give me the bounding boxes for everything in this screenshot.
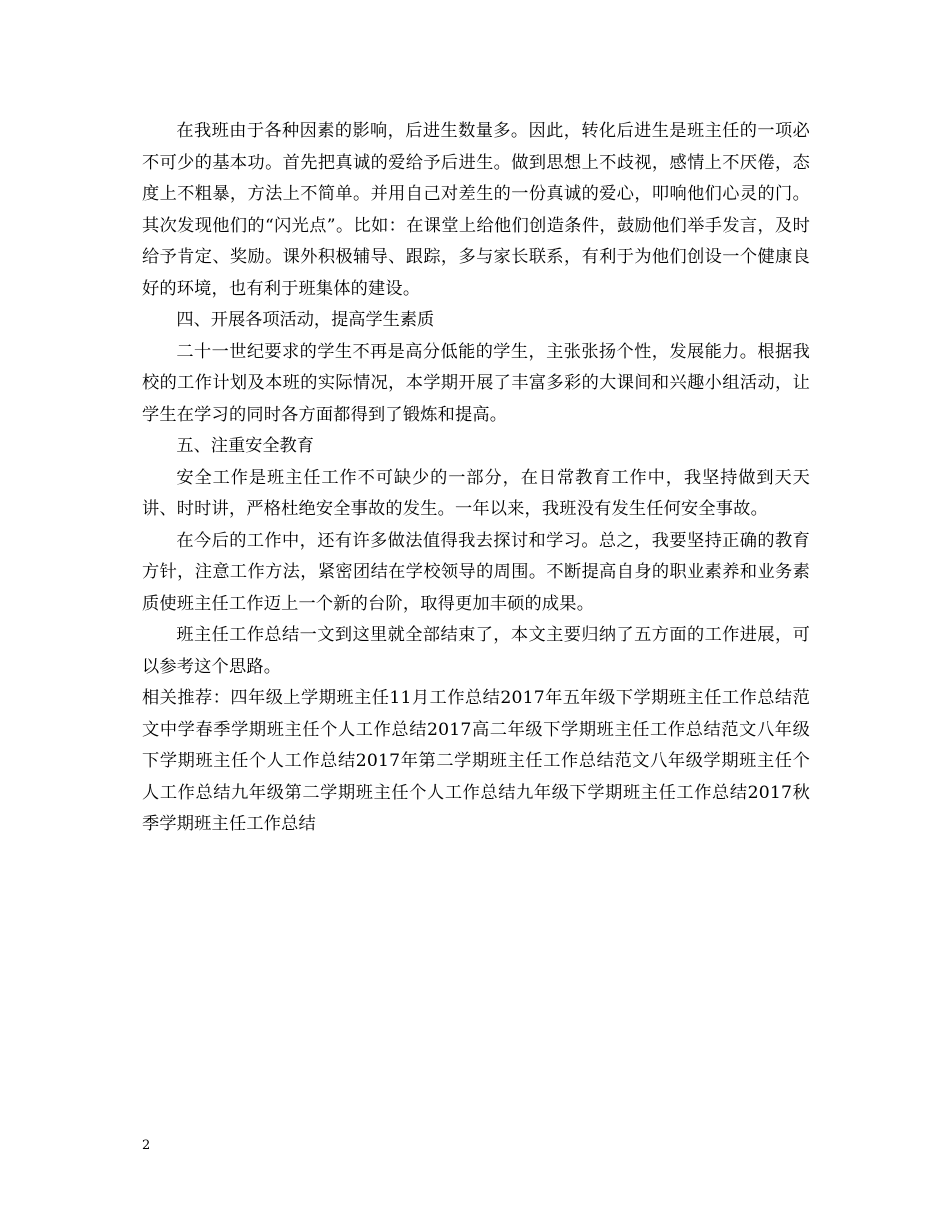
- paragraph-backward-students: 在我班由于各种因素的影响，后进生数量多。因此，转化后进生是班主任的一项必不可少的基本功。首先把真诚的爱给予后进生。做到思想上不歧视，感情上不厌倦，态度上不粗暴，方法上不简单。并用自己对差生的一份真诚的爱心，叩响他们心灵的门。其次发现他们的“闪光点”。比如：在课堂上给他们创造条件，鼓励他们举手发言，及时给予肯定、奖励。课外积极辅导、跟踪，多与家长联系，有利于为他们创设一个健康良好的环境，也有利于班集体的建设。: [142, 121, 810, 299]
- paragraph-future-work: 在今后的工作中，还有许多做法值得我去探讨和学习。总之，我要坚持正确的教育方针，注意工作方法，紧密团结在学校领导的周围。不断提高自身的职业素养和业务素质使班主任工作迈上一个新的台阶，取得更加丰硕的成果。: [142, 530, 810, 614]
- paragraph-activities: 二十一世纪要求的学生不再是高分低能的学生，主张张扬个性，发展能力。根据我校的工作计划及本班的实际情况，本学期开展了丰富多彩的大课间和兴趣小组活动，让学生在学习的同时各方面都得到了锻炼和提高。: [142, 341, 810, 425]
- section-heading-activities: 四、开展各项活动，提高学生素质: [176, 310, 435, 330]
- paragraph-safety: 安全工作是班主任工作不可缺少的一部分，在日常教育工作中，我坚持做到天天讲、时时讲，严格杜绝安全事故的发生。一年以来，我班没有发生任何安全事故。: [142, 467, 810, 519]
- section-heading-safety: 五、注重安全教育: [176, 436, 314, 456]
- paragraph-conclusion: 班主任工作总结一文到这里就全部结束了，本文主要归纳了五方面的工作进展，可以参考这个思路。: [142, 625, 810, 677]
- page-number: 2: [142, 1138, 151, 1153]
- page-content: [142, 116, 810, 841]
- related-recommendations: 相关推荐：四年级上学期班主任11月工作总结2017年五年级下学期班主任工作总结范文中学春季学期班主任个人工作总结2017高二年级下学期班主任工作总结范文八年级下学期班主任个人工作总结2017年第二学期班主任工作总结范文八年级学期班主任个人工作总结九年级第二学期班主任个人工作总结九年级下学期班主任工作总结2017秋季学期班主任工作总结: [142, 688, 810, 834]
